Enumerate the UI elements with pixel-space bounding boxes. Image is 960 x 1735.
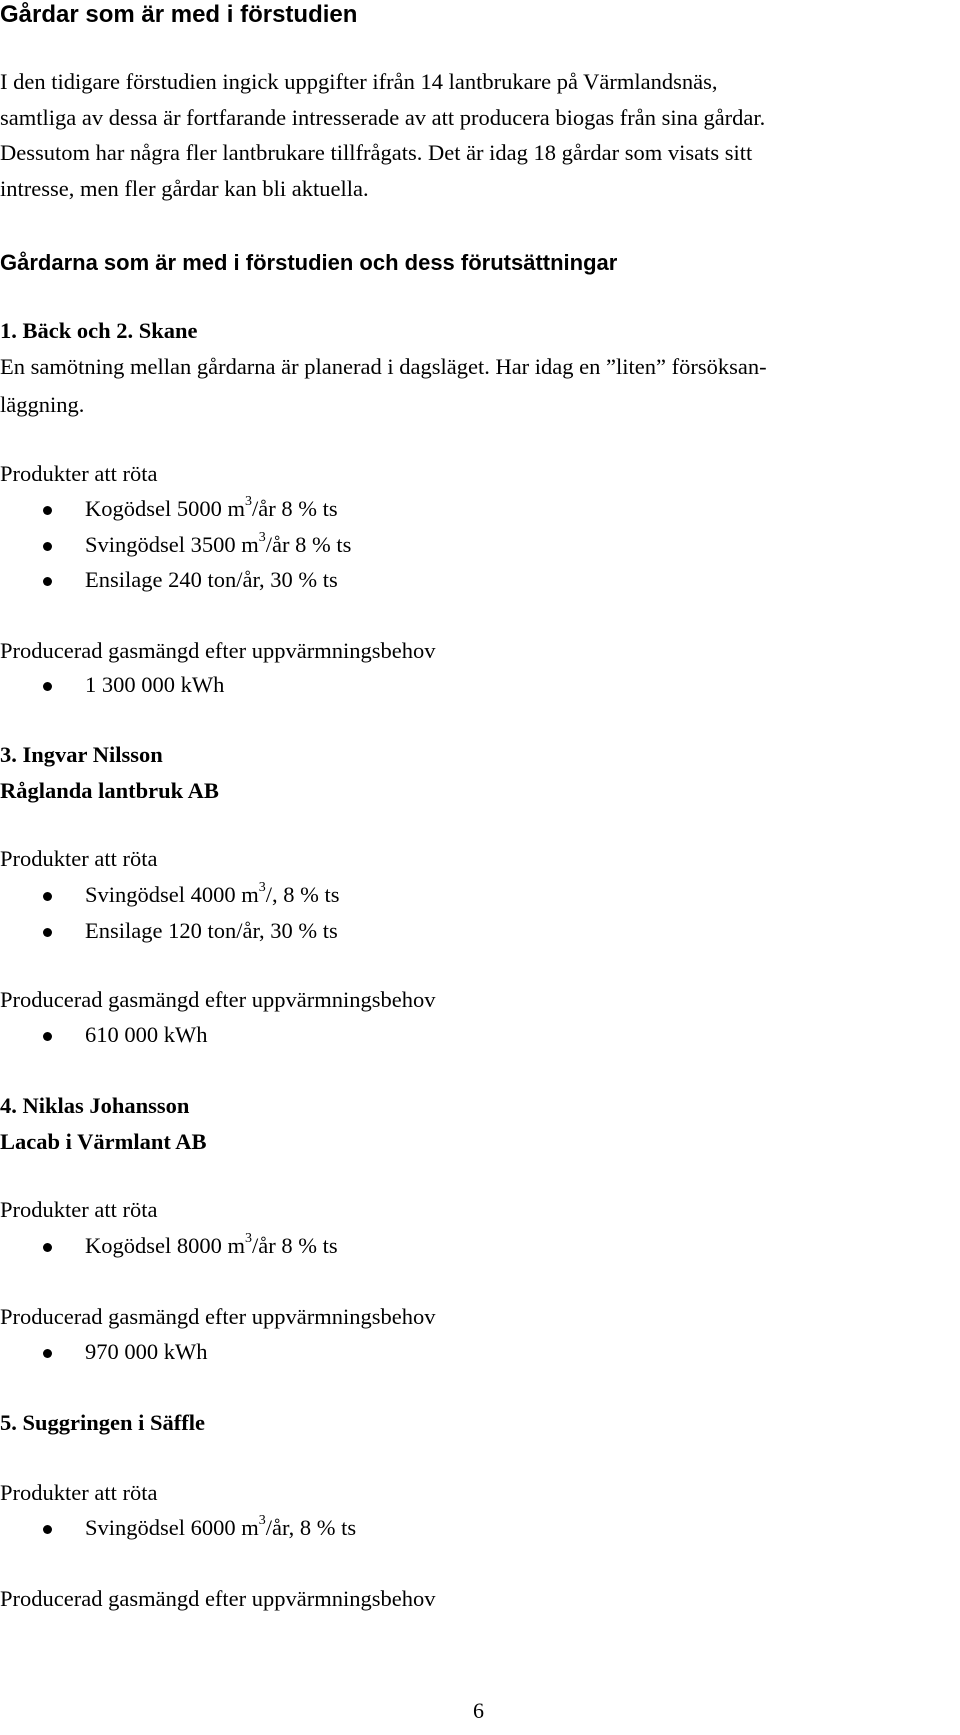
farm-company: Råglanda lantbruk AB [0, 778, 219, 803]
product-text: Kogödsel 5000 m [85, 496, 245, 521]
intro-line: Dessutom har några fler lantbrukare tillfrågats. Det är idag 18 gårdar som visats sitt [0, 140, 753, 165]
bullet-icon [43, 1032, 52, 1041]
product-unit: /år 8 % ts [252, 496, 338, 521]
products-label: Produkter att röta [0, 846, 158, 871]
farm-title: 4. Niklas Johansson [0, 1093, 190, 1118]
product-text: Kogödsel 8000 m [85, 1233, 245, 1258]
gas-label: Producerad gasmängd efter uppvärmningsbehov [0, 638, 436, 663]
gas-label: Producerad gasmängd efter uppvärmningsbehov [0, 987, 436, 1012]
bullet-icon [43, 542, 52, 551]
bullet-icon [43, 1243, 52, 1252]
intro-paragraph [0, 64, 950, 206]
gas-value: 1 300 000 kWh [85, 672, 225, 697]
product-text: Svingödsel 3500 m [85, 532, 259, 557]
bullet-icon [43, 682, 52, 691]
product-text: Svingödsel 6000 m [85, 1515, 259, 1540]
bullet-icon [43, 1349, 52, 1358]
intro-line: intresse, men fler gårdar kan bli aktuella. [0, 175, 369, 201]
intro-line: samtliga av dessa är fortfarande intresserade av att producera biogas från sina gårdar. [0, 104, 766, 130]
gas-label: Producerad gasmängd efter uppvärmningsbehov [0, 1586, 436, 1611]
product-unit: /år 8 % ts [265, 532, 352, 557]
superscript: 3 [245, 1230, 252, 1246]
bullet-icon [43, 577, 52, 586]
product-text: Svingödsel 4000 m [85, 882, 259, 907]
superscript: 3 [245, 493, 252, 509]
product-unit: /år, 8 % ts [265, 1515, 357, 1540]
bullet-icon [43, 1525, 52, 1534]
gas-value: 970 000 kWh [85, 1339, 208, 1364]
farm-title: 1. Bäck och 2. Skane [0, 318, 198, 343]
product-unit: /år 8 % ts [252, 1233, 338, 1258]
farm-title: 3. Ingvar Nilsson [0, 742, 163, 767]
intro-line: I den tidigare förstudien ingick uppgifter ifrån 14 lantbrukare på Värmlandsnäs, [0, 69, 718, 94]
page-number: 6 [473, 1698, 484, 1723]
product-text: Ensilage 240 ton/år, 30 % ts [85, 567, 338, 592]
gas-label: Producerad gasmängd efter uppvärmningsbehov [0, 1304, 436, 1329]
farm-title: 5. Suggringen i Säffle [0, 1410, 206, 1435]
bullet-icon [43, 506, 52, 515]
farm-company: Lacab i Värmlant AB [0, 1129, 207, 1154]
farm-description: En samötning mellan gårdarna är planerad i dagsläget. Har idag en ”liten” försöksan- [0, 354, 767, 379]
page-heading: Gårdar som är med i förstudien [0, 1, 358, 28]
bullet-icon [43, 892, 52, 901]
section-subheading: Gårdarna som är med i förstudien och dess förutsättningar [0, 250, 618, 275]
product-unit: /, 8 % ts [265, 882, 340, 907]
superscript: 3 [258, 1512, 266, 1528]
products-label: Produkter att röta [0, 1197, 158, 1222]
bullet-icon [43, 928, 52, 937]
farm-description: läggning. [0, 392, 85, 417]
superscript: 3 [258, 529, 266, 545]
product-text: Ensilage 120 ton/år, 30 % ts [85, 918, 338, 943]
products-label: Produkter att röta [0, 461, 158, 486]
gas-value: 610 000 kWh [85, 1022, 208, 1047]
products-label: Produkter att röta [0, 1480, 158, 1505]
superscript: 3 [258, 879, 266, 895]
